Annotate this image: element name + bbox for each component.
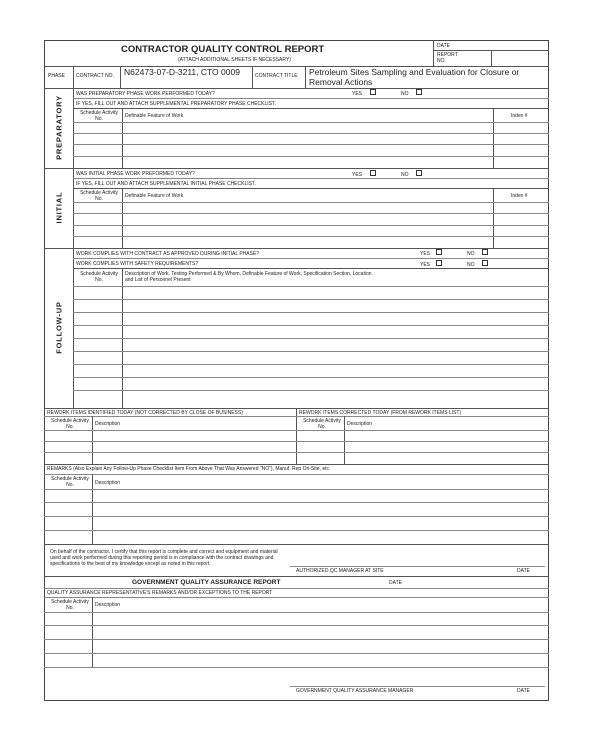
followup-question-contract: WORK COMPLIES WITH CONTRACT AS APPROVED DURING INITIAL PHASE?: [76, 251, 260, 257]
government-qa-title: GOVERNMENT QUALITY ASSURANCE REPORT: [132, 579, 281, 586]
remarks-schedule-header: Schedule Activity No.: [51, 476, 89, 488]
contract-title-value: Petroleum Sites Sampling and Evaluation for Closure or Removal Actions: [309, 67, 520, 87]
government-qa-manager-label: GOVERNMENT QUALITY ASSURANCE MANAGER: [296, 688, 414, 694]
initial-feature-header: Definable Feature of Work: [125, 193, 184, 199]
report-subtitle: (ATTACH ADDITIONAL SHEETS IF NECESSARY): [178, 57, 291, 63]
report-no-label: REPORT NO.: [437, 52, 458, 64]
followup-schedule-header: Schedule Activity No.: [80, 271, 118, 283]
preparatory-instruction: IF YES, FILL OUT AND ATTACH SUPPLEMENTAL PREPARATORY PHASE CHECKLIST.: [76, 101, 276, 107]
rework-right-description-header: Description: [347, 421, 373, 427]
remarks-description-header: Description: [95, 480, 121, 486]
initial-question: WAS INITIAL PHASE WORK PREFORMED TODAY?: [76, 171, 195, 177]
initial-schedule-header: Schedule Activity No.: [80, 190, 118, 202]
initial-label: INITIAL: [54, 191, 64, 224]
preparatory-schedule-header: Schedule Activity No.: [80, 110, 118, 122]
government-qa-remarks-title: QUALITY ASSURANCE REPRESENTATIVE'S REMARKS AND/OR EXCEPTIONS TO THE REPORT: [47, 590, 273, 596]
followup-q1-no-label: NO: [467, 251, 475, 257]
rework-right-schedule-header: Schedule Activity No.: [303, 418, 341, 430]
preparatory-yes-checkbox[interactable]: [370, 89, 376, 95]
government-qa-schedule-header: Schedule Activity No.: [51, 599, 89, 611]
phase-label: PHASE: [48, 73, 65, 79]
qc-manager-signature-label: AUTHORIZED QC MANAGER AT SITE: [296, 568, 384, 574]
preparatory-index-header: Index #: [511, 113, 528, 119]
followup-q1-no-checkbox[interactable]: [482, 249, 488, 255]
remarks-title: REMARKS (Also Explain Any Follow-Up Phase Checklist Item From Above That Was Answered "NO"), Manuf. Rep On-Site, etc.: [47, 466, 331, 472]
report-title: CONTRACTOR QUALITY CONTROL REPORT: [121, 44, 325, 55]
followup-description-header: Description of Work, Testing Performed & By Whom, Definable Feature of Work, Specification Section, Location and List of Personnel Present: [125, 271, 372, 283]
followup-q1-yes-label: YES: [420, 251, 431, 257]
initial-yes-checkbox[interactable]: [370, 170, 376, 176]
followup-q1-yes-checkbox[interactable]: [436, 249, 442, 255]
preparatory-question: WAS PREPARATORY PHASE WORK PERFORMED TODAY?: [76, 91, 215, 97]
government-qa-date-label: DATE: [389, 580, 402, 586]
followup-q2-no-label: NO: [467, 262, 475, 268]
initial-index-header: Index #: [511, 193, 528, 199]
rework-identified-title: REWORK ITEMS IDENTIFIED TODAY (NOT CORRECTED BY CLOSE OF BUSINESS): [47, 410, 243, 416]
preparatory-label: PREPARATORY: [54, 95, 64, 160]
rework-corrected-title: REWORK ITEMS CORRECTED TODAY (FROM REWORK ITEMS LIST): [299, 410, 462, 416]
rework-left-schedule-header: Schedule Activity No.: [51, 418, 89, 430]
contract-title-label: CONTRACT TITLE: [255, 73, 298, 79]
initial-instruction: IF YES, FILL OUT AND ATTACH SUPPLEMENTAL INITIAL PHASE CHECKLIST.: [76, 181, 256, 187]
preparatory-yes-label: YES: [352, 91, 363, 97]
initial-yes-label: YES: [352, 172, 363, 178]
government-qa-description-header: Description: [95, 602, 121, 608]
government-qa-manager-date-label: DATE: [517, 688, 530, 694]
initial-no-label: NO: [401, 172, 409, 178]
followup-q2-no-checkbox[interactable]: [482, 260, 488, 266]
certification-statement: On behalf of the contractor, I certify that this report is complete and correct and equipment and material used and work performed during this reporting period is in compliance with the contract drawings and specifications to the best of my knowledge except as noted in this report.: [50, 549, 278, 567]
date-label: DATE: [437, 43, 450, 49]
rework-left-description-header: Description: [95, 421, 121, 427]
followup-label: FOLLOW-UP: [54, 301, 64, 354]
preparatory-no-label: NO: [401, 91, 409, 97]
initial-no-checkbox[interactable]: [416, 170, 422, 176]
contract-no-value: N62473-07-D-3211, CTO 0009: [124, 67, 240, 77]
qc-manager-date-label: DATE: [517, 568, 530, 574]
followup-question-safety: WORK COMPLIES WITH SAFETY REQUIREMENTS?: [76, 261, 199, 267]
preparatory-no-checkbox[interactable]: [416, 89, 422, 95]
contract-no-label: CONTRACT NO.: [76, 73, 114, 79]
preparatory-feature-header: Definable Feature of Work: [125, 113, 184, 119]
followup-q2-yes-label: YES: [420, 262, 431, 268]
followup-q2-yes-checkbox[interactable]: [436, 260, 442, 266]
